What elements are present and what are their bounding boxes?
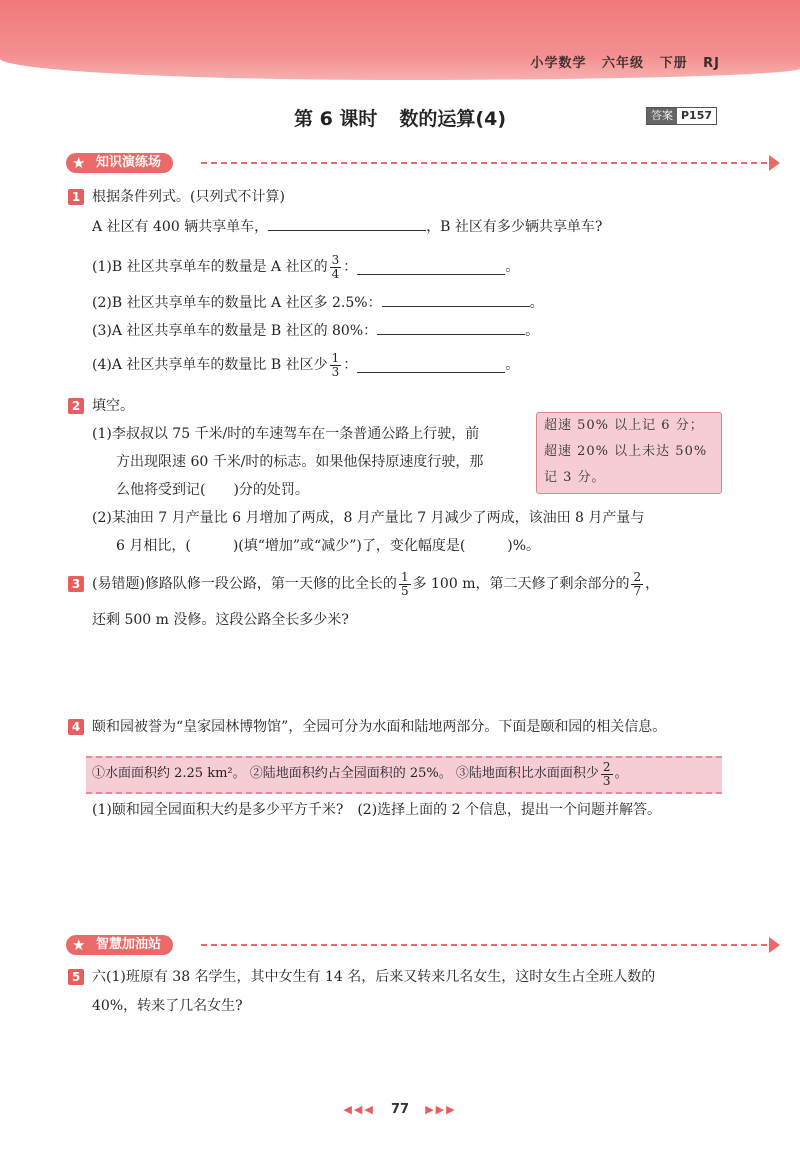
sub-question-3: (3)A 社区共享单车的数量是 B 社区的 80%： 。 <box>92 320 539 341</box>
dashed-divider <box>201 944 767 946</box>
answer-blank[interactable] <box>357 358 505 373</box>
lesson-number: 第 6 课时 <box>293 108 378 130</box>
answer-blank[interactable] <box>268 216 426 231</box>
question-text: 还剩 500 m 没修。这段公路全长多少米? <box>92 612 349 628</box>
sub-question-2: (2)B 社区共享单车的数量比 A 社区多 2.5%： 。 <box>92 292 544 313</box>
question-number: 5 <box>68 969 84 985</box>
answer-label: 答案 <box>647 108 677 124</box>
question-intro: A 社区有 400 辆共享单车， ，B 社区有多少辆共享单车? <box>92 216 602 237</box>
question-number: 4 <box>68 719 84 735</box>
section-banner-challenge <box>66 934 173 956</box>
question-number: 3 <box>68 576 84 592</box>
question-text: 6 月相比，( )(填“增加”或“减少”)了，变化幅度是( )%。 <box>116 538 541 554</box>
question-number: 1 <box>68 189 84 205</box>
question-text: 么他将受到记( )分的处罚。 <box>116 482 309 498</box>
grade: 六年级 <box>602 56 645 71</box>
section-banner-practice <box>66 152 173 174</box>
answer-blank[interactable] <box>382 292 530 307</box>
dashed-divider <box>201 162 767 164</box>
page-footer <box>0 1102 800 1117</box>
question-text: 颐和园被誉为“皇家园林博物馆”，全园可分为水面和陆地两部分。下面是颐和园的相关信息。 <box>92 719 667 735</box>
question-text: 方出现限速 60 千米/时的标志。如果他保持原速度行驶，那 <box>116 454 484 470</box>
question-text: (易错题)修路队修一段公路，第一天修的比全长的 $\frac{1}{5}$ 多 100 m，第二天修了剩余部分的 $\frac{2}{7}$ ， <box>92 569 660 598</box>
question-title: 填空。 <box>92 398 134 414</box>
subject: 小学数学 <box>530 56 587 71</box>
page-number: 77 <box>390 1102 410 1117</box>
prev-page-arrows-icon[interactable]: ◀◀◀ <box>343 1103 375 1116</box>
info-text: ①水面面积约 2.25 km²。 ②陆地面积约占全园面积的 25%。 ③陆地面积比水面面积少 $\frac{2}{3}$ 。 <box>92 759 628 788</box>
star-icon: ★ <box>72 154 86 172</box>
answer-blank[interactable] <box>357 260 505 275</box>
question-text: 40%，转来了几名女生? <box>92 998 243 1014</box>
sub-question-1: (1)B 社区共享单车的数量是 A 社区的 $\frac{3}{4}$ ： 。 <box>92 252 520 281</box>
question-text: (2)某油田 7 月产量比 6 月增加了两成，8 月产量比 7 月减少了两成，该油田 8 月产量与 <box>92 510 645 526</box>
arrow-right-icon <box>769 155 780 171</box>
lesson-title: 数的运算(4) <box>399 108 507 130</box>
answer-page: P157 <box>677 108 716 124</box>
section-title: 知识演练场 <box>96 155 162 170</box>
edition: RJ <box>703 56 720 71</box>
answer-reference[interactable] <box>646 107 717 125</box>
fraction: $\frac{1}{3}$ <box>331 350 340 379</box>
answer-blank[interactable] <box>377 320 525 335</box>
rule-text: 超速 50% 以上记 6 分； <box>544 418 704 433</box>
volume: 下册 <box>659 56 688 71</box>
question-text: (1)李叔叔以 75 千米/时的车速驾车在一条普通公路上行驶，前 <box>92 426 480 442</box>
question-title: 根据条件列式。(只列式不计算) <box>92 189 285 205</box>
question-text: 六(1)班原有 38 名学生，其中女生有 14 名，后来又转来几名女生，这时女生占全班人数的 <box>92 969 656 985</box>
fraction: $\frac{3}{4}$ <box>331 252 340 281</box>
fraction: $\frac{1}{5}$ <box>400 569 409 598</box>
question-number: 2 <box>68 398 84 414</box>
rule-text: 超速 20% 以上未达 50% <box>544 444 708 459</box>
question-text: (1)颐和园全园面积大约是多少平方千米? (2)选择上面的 2 个信息，提出一个问题并解答。 <box>92 802 661 818</box>
star-icon: ★ <box>72 936 86 954</box>
book-info <box>521 52 721 71</box>
next-page-arrows-icon[interactable]: ▶▶▶ <box>425 1103 457 1116</box>
section-title: 智慧加油站 <box>96 937 162 952</box>
fraction: $\frac{2}{3}$ <box>602 759 611 788</box>
sub-question-4: (4)A 社区共享单车的数量比 B 社区少 $\frac{1}{3}$ ： 。 <box>92 350 520 379</box>
rule-text: 记 3 分。 <box>544 470 606 485</box>
arrow-right-icon <box>769 937 780 953</box>
fraction: $\frac{2}{7}$ <box>633 569 642 598</box>
